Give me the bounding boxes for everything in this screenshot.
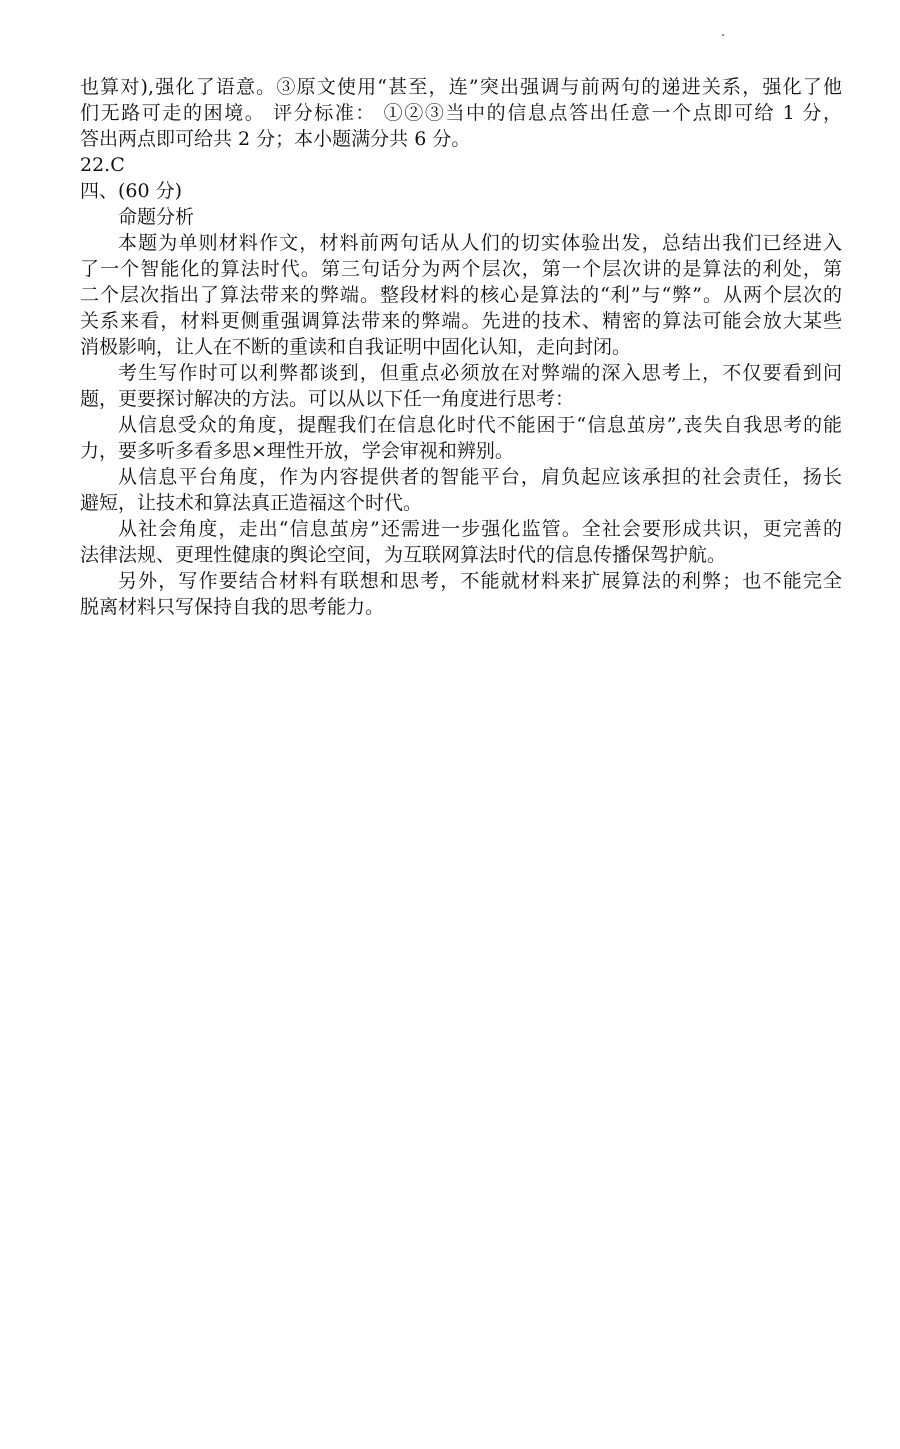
- scan-speck: [722, 34, 724, 36]
- text-line: 脱离材料只写保持自我的思考能力。: [80, 596, 385, 618]
- text-line: 关系来看，材料更侧重强调算法带来的弊端。先进的技术、精密的算法可能会放大某些: [80, 310, 842, 332]
- text-line: 法律法规、更理性健康的舆论空间，为互联网算法时代的信息传播保驾护航。: [80, 544, 727, 566]
- text-line: 们无路可走的困境。 评分标准： ①②③当中的信息点答出任意一个点即可给 1 分，: [80, 102, 842, 124]
- text-line: 消极影响，让人在不断的重读和自我证明中固化认知，走向封闭。: [80, 336, 632, 358]
- text-line: 从信息平台角度，作为内容提供者的智能平台，肩负起应该承担的社会责任，扬长: [118, 466, 842, 488]
- text-line: 从社会角度，走出“信息茧房”还需进一步强化监管。全社会要形成共识，更完善的: [118, 518, 842, 540]
- text-line: 本题为单则材料作文，材料前两句话从人们的切实体验出发，总结出我们已经进入: [118, 232, 842, 254]
- text-line: 也算对),强化了语意。③原文使用“甚至，连”突出强调与前两句的递进关系，强化了他: [80, 76, 842, 98]
- text-line: 了一个智能化的算法时代。第三句话分为两个层次，第一个层次讲的是算法的利处，第: [80, 258, 842, 280]
- text-line: 从信息受众的角度，提醒我们在信息化时代不能困于“信息茧房”,丧失自我思考的能: [118, 414, 842, 436]
- text-line: 答出两点即可给共 2 分；本小题满分共 6 分。: [80, 128, 471, 150]
- answer-22: 22.C: [80, 154, 125, 176]
- text-line: 避短，让技术和算法真正造福这个时代。: [80, 492, 423, 514]
- section-heading: 四、(60 分): [80, 180, 183, 202]
- document-page: [80, 74, 842, 620]
- text-line: 考生写作时可以利弊都谈到，但重点必须放在对弊端的深入思考上，不仅要看到问: [118, 362, 842, 384]
- text-line: 另外，写作要结合材料有联想和思考，不能就材料来扩展算法的利弊；也不能完全: [118, 570, 842, 592]
- subheading-analysis: 命题分析: [118, 206, 195, 228]
- text-line: 力，要多听多看多思×理性开放，学会审视和辨别。: [80, 440, 514, 462]
- text-line: 二个层次指出了算法带来的弊端。整段材料的核心是算法的“利”与“弊”。从两个层次的: [80, 284, 842, 306]
- text-line: 题，更要探讨解决的方法。可以从以下任一角度进行思考：: [80, 388, 575, 410]
